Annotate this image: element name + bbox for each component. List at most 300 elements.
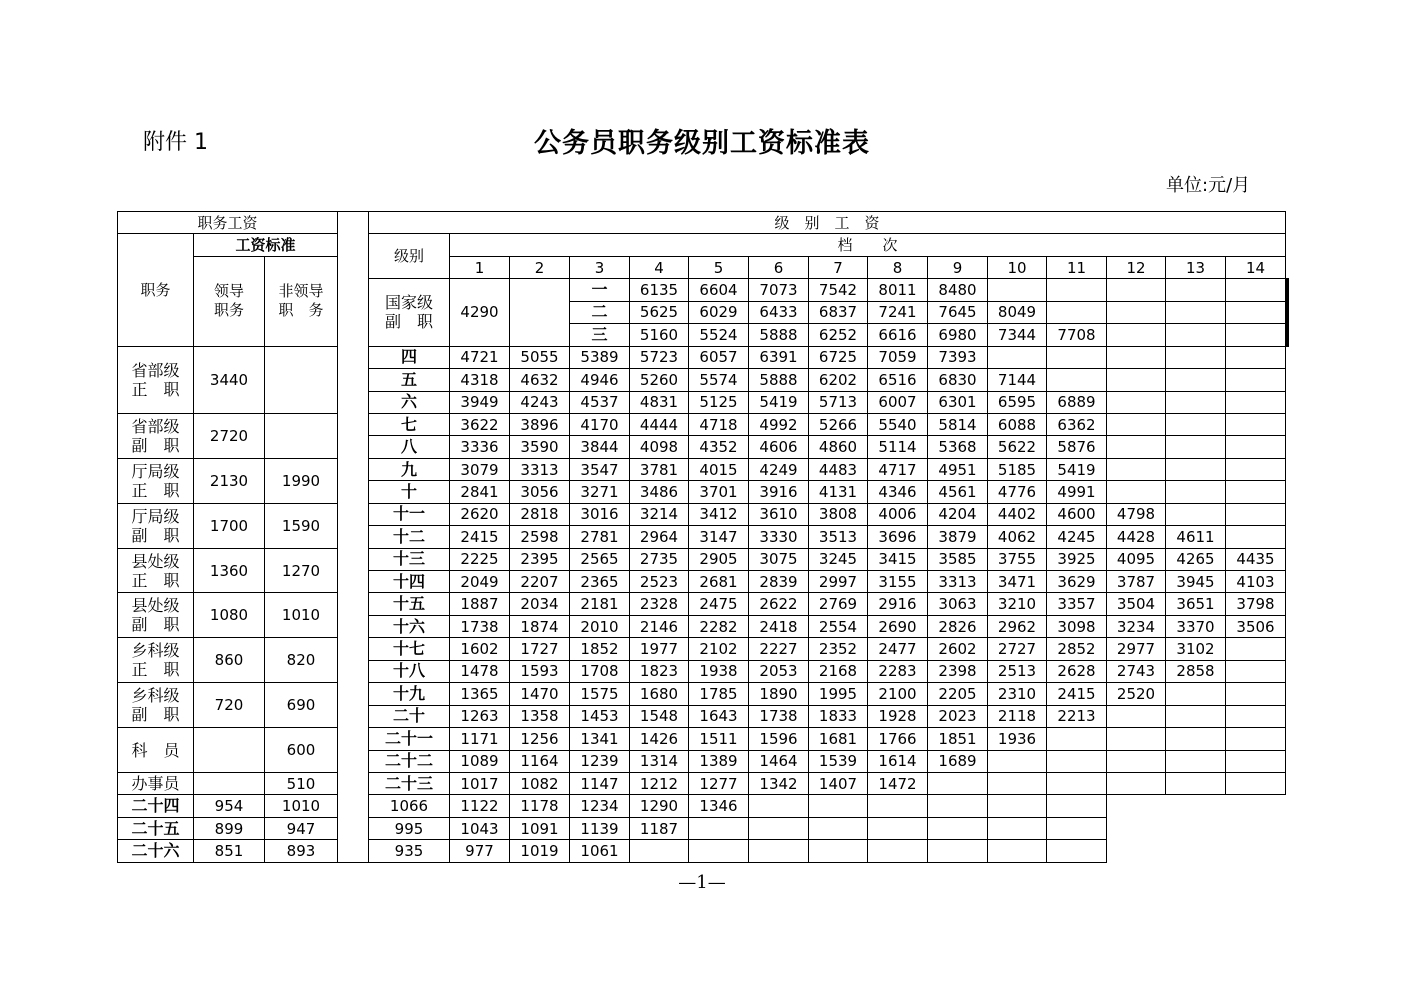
- grade-value: [1047, 817, 1107, 839]
- grade-value: 3370: [1166, 615, 1226, 637]
- level-name: 二十六: [118, 840, 194, 862]
- grade-value: [689, 817, 749, 839]
- grade-number: 6: [749, 256, 809, 278]
- grade-value: 1708: [570, 660, 630, 682]
- salary-table: [117, 211, 1289, 863]
- grade-value: [749, 840, 809, 862]
- grade-value: 4131: [809, 481, 868, 503]
- grade-value: 6088: [988, 413, 1047, 435]
- nonleader-salary-text: 600: [286, 741, 316, 759]
- grade-value: 5625: [630, 301, 689, 323]
- level-name: 五: [369, 369, 450, 391]
- grade-value: 6029: [689, 301, 749, 323]
- grade-value: 4062: [988, 526, 1047, 548]
- grade-value: [1047, 840, 1107, 862]
- grade-value: 6007: [868, 391, 928, 413]
- grade-value: 1342: [749, 772, 809, 794]
- grade-value: 4265: [1166, 548, 1226, 570]
- grade-value: 5266: [809, 413, 868, 435]
- level-name: 六: [369, 391, 450, 413]
- grade-value: 1887: [450, 593, 510, 615]
- grade-value: 2010: [570, 615, 630, 637]
- grade-value: 3147: [689, 526, 749, 548]
- grade-value: 851: [194, 840, 265, 862]
- grade-value: 2475: [689, 593, 749, 615]
- grade-value: 6433: [749, 301, 809, 323]
- grade-value: 8480: [928, 279, 988, 301]
- position-name-text: 省部级 副 职: [131, 416, 180, 455]
- grade-value: 2146: [630, 615, 689, 637]
- grade-value: [1226, 301, 1286, 323]
- grade-value: 5713: [809, 391, 868, 413]
- grade-value: 4483: [809, 458, 868, 480]
- grade-value: 5389: [570, 346, 630, 368]
- level-name: 八: [369, 436, 450, 458]
- header-row-2: [118, 234, 1289, 256]
- grade-value: 2628: [1047, 660, 1107, 682]
- nonleader-salary-text: 1990: [281, 471, 321, 490]
- grade-value: 3313: [510, 458, 570, 480]
- leader-salary: [194, 458, 265, 503]
- grade-value: 5419: [1047, 458, 1107, 480]
- leader-salary-text: 4290: [460, 303, 499, 322]
- grade-value: 2102: [689, 638, 749, 660]
- grade-value: [1166, 705, 1226, 727]
- grade-value: 2225: [450, 548, 510, 570]
- grade-value: [1166, 324, 1226, 346]
- grade-value: 6391: [749, 346, 809, 368]
- grade-number: 9: [928, 256, 988, 278]
- leader-salary-text: 1360: [209, 561, 249, 580]
- position-name: [118, 346, 194, 413]
- grade-value: 893: [265, 840, 338, 862]
- grade-value: 2818: [510, 503, 570, 525]
- grade-value: [1047, 772, 1107, 794]
- grade-value: [988, 817, 1047, 839]
- grade-value: 2282: [689, 615, 749, 637]
- grade-value: [1107, 391, 1166, 413]
- grade-value: 3471: [988, 571, 1047, 593]
- grade-value: [1226, 660, 1286, 682]
- grade-value: [1226, 705, 1286, 727]
- grade-value: [1226, 481, 1286, 503]
- grade-value: 1389: [689, 750, 749, 772]
- grade-value: [1107, 301, 1166, 323]
- leader-salary: [194, 728, 265, 773]
- level-salary-header: 级 别 工 资: [369, 212, 1286, 234]
- grade-value: 2964: [630, 526, 689, 548]
- grade-value: 1643: [689, 705, 749, 727]
- grade-value: 1680: [630, 683, 689, 705]
- grade-value: 2398: [928, 660, 988, 682]
- table-row: [118, 458, 1289, 480]
- leader-salary: [194, 346, 265, 413]
- grade-value: 3547: [570, 458, 630, 480]
- grade-value: 7542: [809, 279, 868, 301]
- grade-value: 1122: [450, 795, 510, 817]
- grade-value: 6616: [868, 324, 928, 346]
- grade-value: [1166, 301, 1226, 323]
- grade-value: [1107, 705, 1166, 727]
- grade-value: 2310: [988, 683, 1047, 705]
- level-name: 十八: [369, 660, 450, 682]
- position-name: [118, 413, 194, 458]
- grade-value: 3506: [1226, 615, 1286, 637]
- position-name: [118, 683, 194, 728]
- grade-value: 4245: [1047, 526, 1107, 548]
- grade-value: 3357: [1047, 593, 1107, 615]
- header-row-3: [118, 256, 1289, 278]
- grade-value: [1107, 279, 1166, 301]
- grade-value: 5622: [988, 436, 1047, 458]
- grade-value: 1593: [510, 660, 570, 682]
- position-name-text: 科 员: [131, 740, 180, 760]
- grade-value: 1019: [510, 840, 570, 862]
- grade-value: 2905: [689, 548, 749, 570]
- grade-value: 1256: [510, 728, 570, 750]
- grade-value: [1107, 728, 1166, 750]
- grade-value: [1107, 346, 1166, 368]
- grade-value: 1314: [630, 750, 689, 772]
- grade-value: 1977: [630, 638, 689, 660]
- level-name: 二十五: [118, 817, 194, 839]
- grade-value: 1478: [450, 660, 510, 682]
- grade-value: 3504: [1107, 593, 1166, 615]
- nonleader-column-header: [265, 256, 338, 346]
- grade-value: 4860: [809, 436, 868, 458]
- grade-number: 10: [988, 256, 1047, 278]
- grade-value: 7059: [868, 346, 928, 368]
- level-name: 十六: [369, 615, 450, 637]
- grade-value: 4346: [868, 481, 928, 503]
- grade-value: 2283: [868, 660, 928, 682]
- grade-value: [988, 346, 1047, 368]
- grade-number: 11: [1047, 256, 1107, 278]
- grade-value: 7144: [988, 369, 1047, 391]
- grade-value: 1239: [570, 750, 630, 772]
- attachment-label: 附件 1: [143, 130, 208, 155]
- leader-salary-text: 3440: [209, 370, 249, 389]
- grade-value: 4402: [988, 503, 1047, 525]
- grade-value: [1226, 436, 1286, 458]
- grade-value: 6362: [1047, 413, 1107, 435]
- grade-value: 4352: [689, 436, 749, 458]
- grade-value: 6595: [988, 391, 1047, 413]
- grade-value: 3234: [1107, 615, 1166, 637]
- grade-value: 3781: [630, 458, 689, 480]
- grade-value: 2205: [928, 683, 988, 705]
- nonleader-salary-text: 1270: [281, 561, 321, 580]
- grade-value: 5540: [868, 413, 928, 435]
- grade-value: 5185: [988, 458, 1047, 480]
- nonleader-salary: [265, 503, 338, 548]
- position-name-text: 县处级 副 职: [131, 596, 180, 635]
- grade-value: 1681: [809, 728, 868, 750]
- nonleader-salary: [265, 548, 338, 593]
- grade-value: 1851: [928, 728, 988, 750]
- grade-value: 1341: [570, 728, 630, 750]
- level-name: 三: [570, 324, 630, 346]
- grade-value: 3696: [868, 526, 928, 548]
- position-name-text: 乡科级 正 职: [131, 641, 180, 680]
- grade-value: 2034: [510, 593, 570, 615]
- grade-value: [1226, 772, 1286, 794]
- grade-value: 2781: [570, 526, 630, 548]
- grade-value: 5814: [928, 413, 988, 435]
- grade-value: 3079: [450, 458, 510, 480]
- leader-column-header: [194, 256, 265, 346]
- grade-value: 2997: [809, 571, 868, 593]
- grade-value: [1226, 458, 1286, 480]
- nonleader-salary: [265, 638, 338, 683]
- grade-value: [1166, 772, 1226, 794]
- grade-value: 3056: [510, 481, 570, 503]
- grade-value: [1226, 369, 1286, 391]
- grade-value: 2554: [809, 615, 868, 637]
- grade-value: 4444: [630, 413, 689, 435]
- grade-value: 4098: [630, 436, 689, 458]
- grade-value: 2100: [868, 683, 928, 705]
- grade-value: [1226, 728, 1286, 750]
- grade-value: 4798: [1107, 503, 1166, 525]
- grade-value: 2858: [1166, 660, 1226, 682]
- grade-value: 6725: [809, 346, 868, 368]
- grade-value: 3155: [868, 571, 928, 593]
- position-name: [118, 458, 194, 503]
- position-name-text: 厅局级 副 职: [131, 506, 180, 545]
- grade-value: [1166, 369, 1226, 391]
- nonleader-salary-text: 1010: [281, 606, 321, 625]
- position-name: [118, 728, 194, 773]
- grade-value: 2328: [630, 593, 689, 615]
- grade-value: 1575: [570, 683, 630, 705]
- grade-value: 3798: [1226, 593, 1286, 615]
- grade-value: 1833: [809, 705, 868, 727]
- grade-value: 3336: [450, 436, 510, 458]
- grade-value: 5114: [868, 436, 928, 458]
- grade-value: 3271: [570, 481, 630, 503]
- grade-value: [1107, 481, 1166, 503]
- grade-value: 5574: [689, 369, 749, 391]
- grade-value: 2839: [749, 571, 809, 593]
- grade-value: 6830: [928, 369, 988, 391]
- grade-value: 1017: [450, 772, 510, 794]
- grade-value: 2826: [928, 615, 988, 637]
- leader-salary: [450, 279, 510, 346]
- grade-value: 2769: [809, 593, 868, 615]
- position-name: [118, 593, 194, 638]
- grade-value: 7708: [1047, 324, 1107, 346]
- grade-value: 1472: [868, 772, 928, 794]
- grade-value: 4951: [928, 458, 988, 480]
- grade-value: 7241: [868, 301, 928, 323]
- grade-value: 2602: [928, 638, 988, 660]
- grade-value: 3210: [988, 593, 1047, 615]
- grade-value: 3622: [450, 413, 510, 435]
- grade-value: 5419: [749, 391, 809, 413]
- grade-value: [1166, 481, 1226, 503]
- grade-value: [988, 279, 1047, 301]
- grade-value: 3016: [570, 503, 630, 525]
- grade-value: 2598: [510, 526, 570, 548]
- grade-value: 3701: [689, 481, 749, 503]
- grade-value: 1091: [510, 817, 570, 839]
- document-title: 公务员职务级别工资标准表: [534, 128, 870, 159]
- grade-value: 2513: [988, 660, 1047, 682]
- grade-value: 2727: [988, 638, 1047, 660]
- grade-value: 1738: [749, 705, 809, 727]
- grade-value: [1166, 458, 1226, 480]
- grade-value: [868, 840, 928, 862]
- grade-value: 1602: [450, 638, 510, 660]
- grade-value: [809, 795, 868, 817]
- nonleader-salary-text: 510: [286, 774, 316, 793]
- grade-value: 1470: [510, 683, 570, 705]
- grade-value: 1066: [369, 795, 450, 817]
- grade-value: [988, 840, 1047, 862]
- position-name-text: 县处级 正 职: [131, 551, 180, 590]
- grade-value: 1010: [265, 795, 338, 817]
- position-name-text: 办事员: [131, 774, 180, 794]
- grade-value: [928, 817, 988, 839]
- grade-value: 4606: [749, 436, 809, 458]
- grade-value: [1166, 683, 1226, 705]
- position-column-header: 职务: [118, 234, 194, 346]
- grade-value: 4946: [570, 369, 630, 391]
- position-name-text: 乡科级 副 职: [131, 686, 180, 725]
- grade-value: 1234: [570, 795, 630, 817]
- grade-value: 1766: [868, 728, 928, 750]
- grade-value: 6837: [809, 301, 868, 323]
- table-row: [118, 638, 1289, 660]
- grade-value: 1277: [689, 772, 749, 794]
- grade-value: 1290: [630, 795, 689, 817]
- grade-value: 2181: [570, 593, 630, 615]
- level-name: 十三: [369, 548, 450, 570]
- position-salary-header: 职务工资: [118, 212, 338, 234]
- grade-value: 2477: [868, 638, 928, 660]
- grade-value: 3075: [749, 548, 809, 570]
- grade-value: 4537: [570, 391, 630, 413]
- grade-value: 6980: [928, 324, 988, 346]
- grade-value: 2962: [988, 615, 1047, 637]
- table-row: [118, 795, 1289, 817]
- grade-value: 2735: [630, 548, 689, 570]
- level-name: 二十二: [369, 750, 450, 772]
- grade-value: 3945: [1166, 571, 1226, 593]
- grade-value: 1061: [570, 840, 630, 862]
- grade-value: 3585: [928, 548, 988, 570]
- grade-value: 1089: [450, 750, 510, 772]
- grade-value: [1047, 750, 1107, 772]
- level-name: 十二: [369, 526, 450, 548]
- grade-value: 3879: [928, 526, 988, 548]
- grade-value: 3063: [928, 593, 988, 615]
- grade-value: 2690: [868, 615, 928, 637]
- grade-value: [1107, 369, 1166, 391]
- grade-value: 7393: [928, 346, 988, 368]
- grade-value: [1226, 638, 1286, 660]
- grade-value: 3214: [630, 503, 689, 525]
- grade-value: 2977: [1107, 638, 1166, 660]
- grade-value: 2118: [988, 705, 1047, 727]
- grade-value: 2681: [689, 571, 749, 593]
- grade-value: 1187: [630, 817, 689, 839]
- grade-value: [1226, 346, 1286, 368]
- grade-value: 1548: [630, 705, 689, 727]
- grade-value: [1226, 413, 1286, 435]
- grade-value: [630, 840, 689, 862]
- grade-value: 2395: [510, 548, 570, 570]
- grade-value: 2415: [1047, 683, 1107, 705]
- grade-value: 2365: [570, 571, 630, 593]
- grade-value: [1047, 346, 1107, 368]
- grade-value: 1147: [570, 772, 630, 794]
- grade-value: 8049: [988, 301, 1047, 323]
- grade-value: 4717: [868, 458, 928, 480]
- grade-value: 1823: [630, 660, 689, 682]
- grade-value: [1107, 750, 1166, 772]
- grade-value: [1166, 750, 1226, 772]
- grade-number: 13: [1166, 256, 1226, 278]
- grade-value: [1166, 346, 1226, 368]
- grade-value: [1226, 750, 1286, 772]
- grade-value: 4249: [749, 458, 809, 480]
- grade-value: 1785: [689, 683, 749, 705]
- level-name: 十四: [369, 571, 450, 593]
- grade-value: [1107, 458, 1166, 480]
- nonleader-column-label: 非领导 职 务: [278, 282, 324, 320]
- grade-value: [1047, 728, 1107, 750]
- grade-value: 935: [369, 840, 450, 862]
- grade-value: 4243: [510, 391, 570, 413]
- grade-value: 1738: [450, 615, 510, 637]
- grade-value: 4428: [1107, 526, 1166, 548]
- grade-value: 4611: [1166, 526, 1226, 548]
- grade-value: 3415: [868, 548, 928, 570]
- grade-value: 3949: [450, 391, 510, 413]
- grade-value: [1166, 503, 1226, 525]
- grade-value: [1226, 391, 1286, 413]
- grade-number: 3: [570, 256, 630, 278]
- grade-value: [1166, 436, 1226, 458]
- grade-value: 8011: [868, 279, 928, 301]
- position-name-text: 厅局级 正 职: [131, 461, 180, 500]
- grade-value: [1288, 301, 1289, 323]
- table-row: [118, 346, 1289, 368]
- grade-value: [1166, 279, 1226, 301]
- level-name: 十五: [369, 593, 450, 615]
- grade-value: 2049: [450, 571, 510, 593]
- position-name-text: 国家级 副 职: [384, 293, 433, 332]
- grade-value: [1047, 369, 1107, 391]
- grade-value: 1464: [749, 750, 809, 772]
- table-row: [118, 503, 1289, 525]
- grade-value: 1365: [450, 683, 510, 705]
- grade-value: 2841: [450, 481, 510, 503]
- grade-value: 899: [194, 817, 265, 839]
- grade-value: 1212: [630, 772, 689, 794]
- table-row: [118, 683, 1289, 705]
- grade-value: 4170: [570, 413, 630, 435]
- grade-value: [1107, 324, 1166, 346]
- grade-value: 1511: [689, 728, 749, 750]
- position-name-text: 省部级 正 职: [131, 360, 180, 399]
- nonleader-salary: [265, 728, 338, 773]
- grade-value: 1178: [510, 795, 570, 817]
- grade-value: 2213: [1047, 705, 1107, 727]
- grade-value: 3651: [1166, 593, 1226, 615]
